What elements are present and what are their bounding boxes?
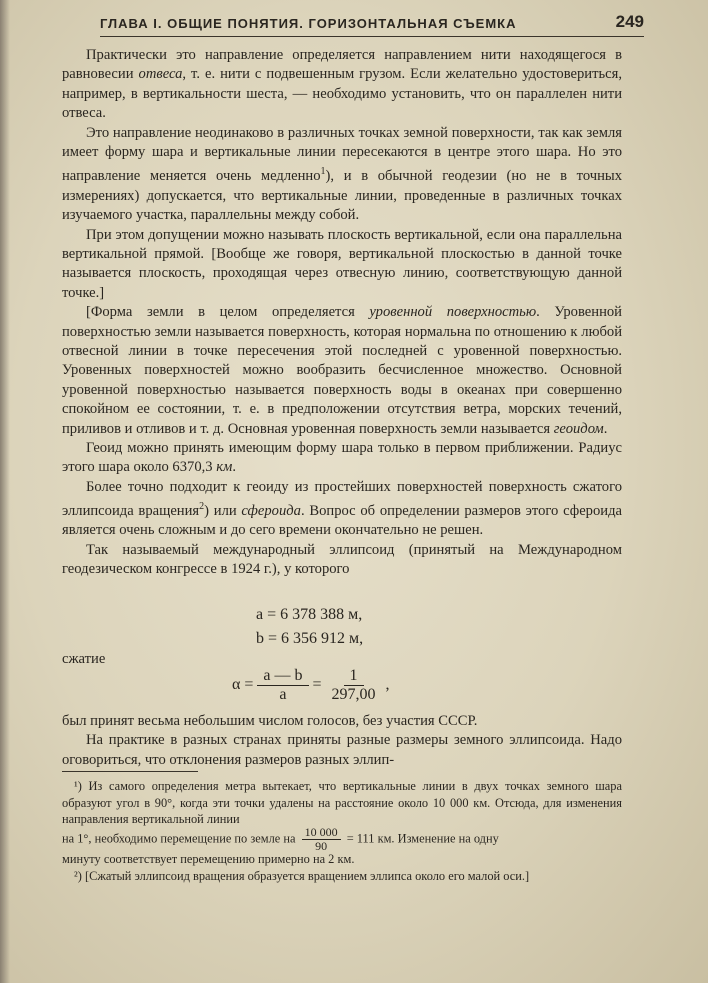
footnote-1-text: ¹) Из самого определения метра вытекает, что вертикальные линии в двух точках земного шара образуют угол в 90°, когда эти точки удалены на расстояние около 10 000 км. Отсюда, для изменения направления вертикальной линии xyxy=(62,779,622,827)
paragraph: был принят весьма небольшим числом голосов, без участия СССР. xyxy=(62,713,478,729)
fraction-numerator: a — b xyxy=(257,667,308,686)
italic-term: отвеса xyxy=(138,66,183,83)
footnote-marker[interactable]: 2 xyxy=(199,501,205,513)
paragraph-text: ), и в обычной геодезии (но не в точных измерениях) допускается, что вертикальные линии, проведенные в различных точках изучаемого участка, параллельны между собой. xyxy=(62,168,622,224)
paragraph-text: , т. е. нити с подвешенным грузом. Если желательно удостовериться, например, в вертикальности шеста, — необходимо установить, что он параллелен нити отвеса. xyxy=(62,66,622,122)
footnote-1-formula-line xyxy=(62,826,622,853)
chapter-title: ГЛАВА I. ОБЩИЕ ПОНЯТИЯ. ГОРИЗОНТАЛЬНАЯ СЪЕМКА xyxy=(100,16,517,31)
paragraph xyxy=(62,541,622,580)
italic-term: км xyxy=(216,459,233,476)
paragraph xyxy=(62,303,622,439)
italic-term: уровенной поверхностью xyxy=(369,304,537,321)
main-text xyxy=(62,46,622,580)
paragraph xyxy=(62,46,622,124)
paragraph-text: . xyxy=(603,420,608,437)
fraction-denominator: a xyxy=(279,685,287,703)
footnote-1-end-text: минуту соответствует перемещению примерно на 2 км. xyxy=(62,852,355,866)
footnote-rule xyxy=(62,771,198,772)
page-number: 249 xyxy=(615,12,644,31)
paragraph-text: Это направление неодинаково в различных точках земной поверхности, так как земля имеет форму шара и вертикальные линии пересекаются в центре этого шара. Но это направление меняется очень медленно xyxy=(62,124,622,185)
running-header xyxy=(100,10,644,37)
italic-term: сфероида xyxy=(241,503,301,520)
footnote-2-text: ²) [Сжатый эллипсоид вращения образуется вращением эллипса около его малой оси.] xyxy=(74,869,530,883)
paragraph-text: Так называемый международный эллипсоид (принятый на Международном геодезическом конгрессе в 1924 г.), у которого xyxy=(62,541,622,578)
formula-flattening xyxy=(232,664,390,706)
formula-semi-major-axis: a = 6 378 388 м, xyxy=(256,606,363,623)
page-edge-shadow xyxy=(0,0,10,983)
compression-label: сжатие xyxy=(62,651,106,667)
paragraph-text: . xyxy=(232,459,237,476)
footnote-2 xyxy=(62,868,622,885)
footnote-1 xyxy=(62,778,622,828)
fraction-denominator-2: 297,00 xyxy=(331,685,376,703)
paragraph xyxy=(62,226,622,304)
fraction-one-over xyxy=(326,667,382,704)
footnote-fraction-num: 10 000 xyxy=(302,826,341,840)
footnote-1-mid-after: = 111 км. Изменение на одну xyxy=(346,831,499,846)
formula-semi-minor-axis: b = 6 356 912 м, xyxy=(256,630,364,647)
paragraph xyxy=(62,439,622,478)
footnote-marker[interactable]: 1 xyxy=(320,166,326,178)
paragraph-text: [Форма земли в целом определяется xyxy=(86,304,370,321)
paragraph-text: При этом допущении можно называть плоскость вертикальной, если она параллельна вертикальной прямой. [Вообще же говоря, вертикальной плоскостью в данной точке называется плоскость, проходящая через отвесную линию, соответствующую данной точке.] xyxy=(62,226,622,301)
paragraph-text: . Вопрос об определении размеров этого сфероида является очень сложным и до сего времени окончательно не решен. xyxy=(62,503,622,539)
footnote-fraction-den: 90 xyxy=(315,839,328,853)
paragraph-text: Более точно подходит к геоиду из простейших поверхностей поверхность сжатого эллипсоида вращения xyxy=(62,478,622,520)
fraction-a-minus-b xyxy=(257,667,308,704)
paragraph: На практике в разных странах приняты разные размеры земного эллипсоида. Надо оговориться, что отклонения размеров разных эллип- xyxy=(62,732,622,768)
main-text-continued xyxy=(62,712,622,770)
footnote-fraction xyxy=(302,826,341,853)
equals-sign: = xyxy=(312,676,322,693)
footnote-1-mid-before: на 1°, необходимо перемещение по земле на xyxy=(62,831,296,846)
paragraph-text: Геоид можно принять имеющим форму шара только в первом приближении. Радиус этого шара около 6370,3 xyxy=(62,439,622,476)
paragraph-text: ) или xyxy=(204,503,242,520)
fraction-numerator-2: 1 xyxy=(344,667,364,686)
paragraph xyxy=(62,478,622,541)
footnote-1-end xyxy=(62,851,622,868)
paragraph-text: . Уровенной поверхностью земли называется поверхность, которая нормальна по отношению к любой отвесной линии в точке пересечения этой последней с уровенной поверхностью. Уровенных поверхностей можно вообразить бесчисленное множество. Основной уровенной поверхностью называется поверхность воды в океанах при совершенно спокойном ее состоянии, т. е. в предположении отсутствия ветра, морских течений, приливов и отливов и т. д. Основная уровенная поверхность земли называется xyxy=(62,304,622,437)
italic-term: геоидом xyxy=(553,420,604,437)
formula-comma: , xyxy=(385,676,390,693)
alpha-lhs: α = xyxy=(232,676,254,693)
paragraph xyxy=(62,124,622,226)
paragraph-text: Практически это направление определяется направлением нити находящегося в равновесии xyxy=(62,47,622,83)
